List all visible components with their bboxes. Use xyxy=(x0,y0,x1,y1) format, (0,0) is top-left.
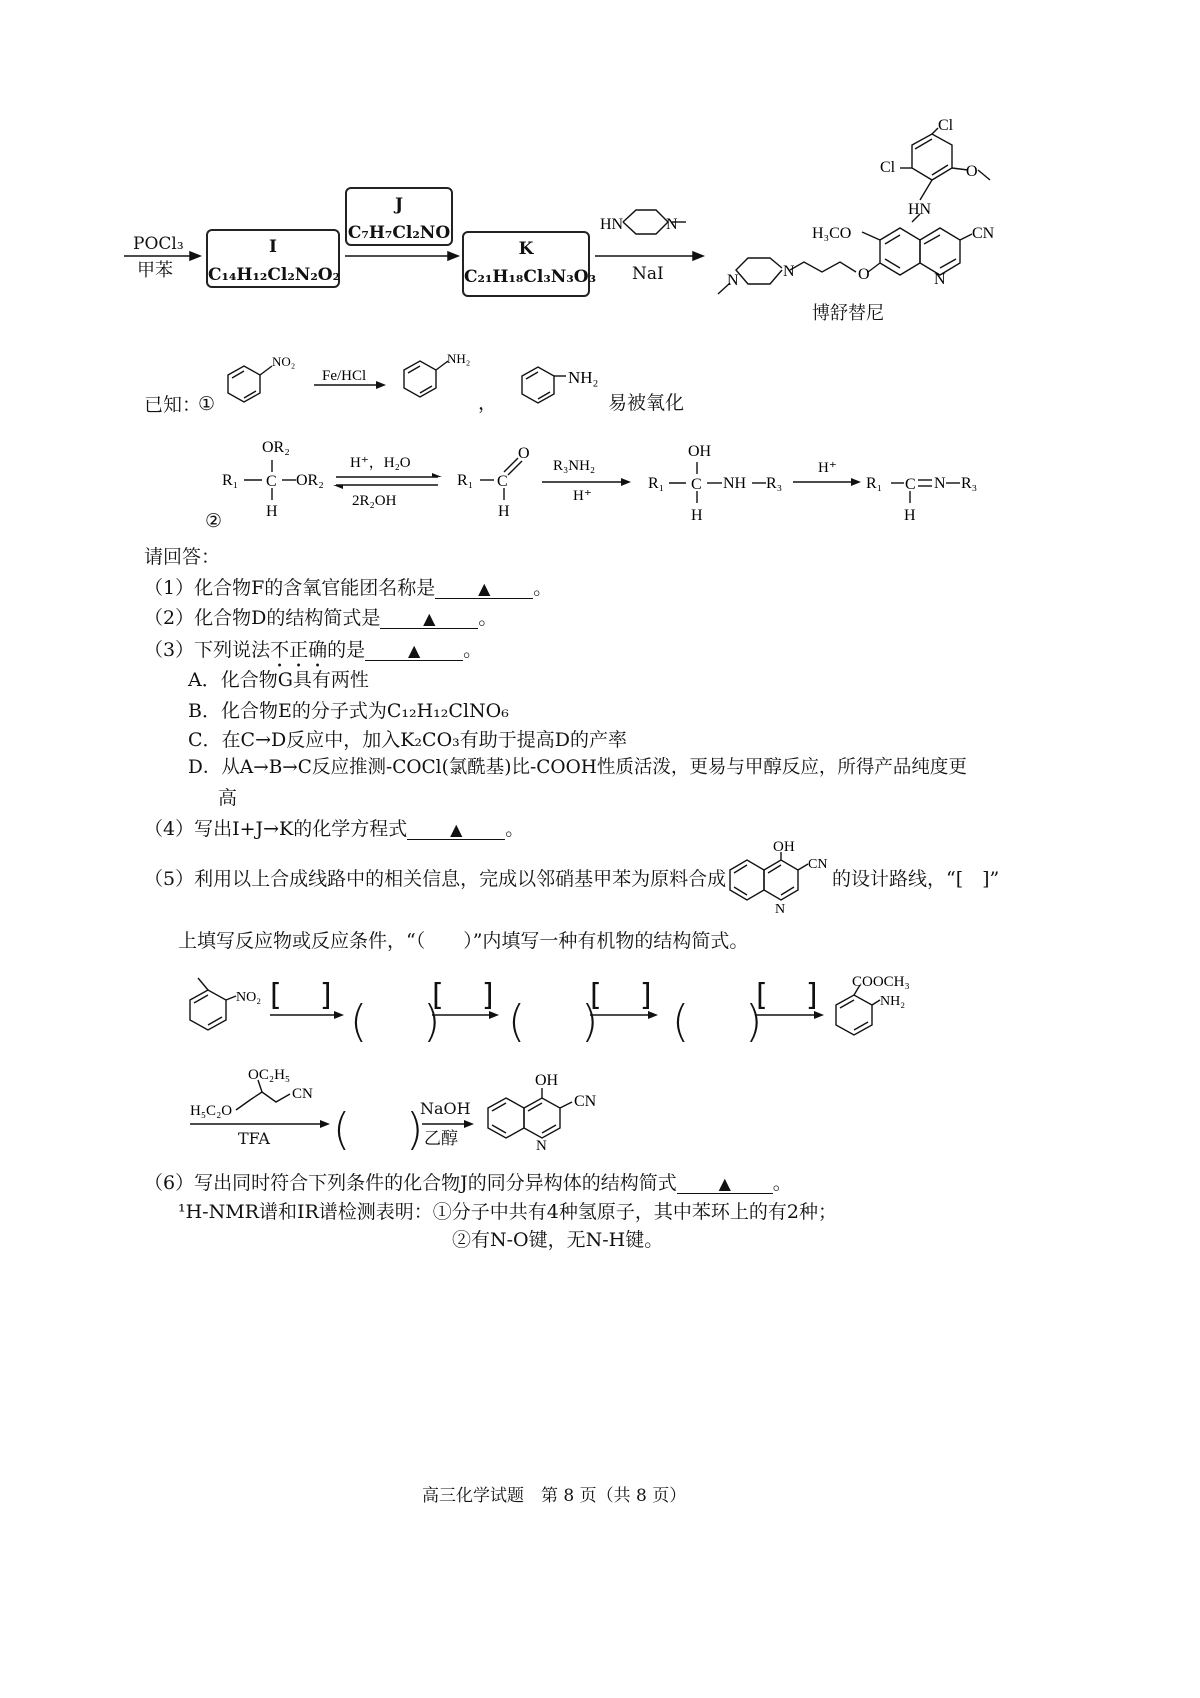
reagent2-h5c2o: H₅C₂O xyxy=(190,1103,233,1119)
reagent2-cn: CN xyxy=(292,1086,313,1102)
bosutinib-o2: O xyxy=(966,163,978,180)
known-circle2: ② xyxy=(205,510,223,532)
known-circle1: ① xyxy=(198,393,216,415)
imine-n: N xyxy=(934,475,946,492)
route-paren-1[interactable]: ( ) xyxy=(350,996,441,1047)
known2-amine-cond: H⁺ xyxy=(573,488,592,504)
known2-amine-reagent: R₃NH₂ xyxy=(553,458,596,474)
answer-prompt: 请回答： xyxy=(144,546,221,568)
bosutinib-cl2: Cl xyxy=(880,159,896,176)
option-c: C．在C→D反应中，加入K₂CO₃有助于提高D的产率 xyxy=(188,729,628,751)
question-6-cond2: ②有N-O键，无N-H键。 xyxy=(452,1229,664,1251)
answer-blank-2[interactable]: ▲ xyxy=(380,609,478,629)
option-b: B．化合物E的分子式为C₁₂H₁₂ClNO₆ xyxy=(188,700,509,722)
route-naoh: NaOH xyxy=(420,1099,471,1118)
bosutinib-hn: HN xyxy=(908,201,932,218)
final-cn: CN xyxy=(574,1093,597,1110)
hemiaminal-r1: R₁ xyxy=(648,475,665,492)
piperazine-hn: HN xyxy=(600,216,624,233)
imine-r3: R₃ xyxy=(961,475,978,492)
route-tfa: TFA xyxy=(238,1129,270,1148)
question-6: （6）写出同时符合下列条件的化合物J的同分异构体的结构简式 ▲ 。 xyxy=(144,1172,792,1194)
route-bracket-2[interactable]: [ ] xyxy=(432,978,494,1013)
bosutinib-n-ring: N xyxy=(934,271,946,288)
option-a: A．化合物G具有两性 xyxy=(188,669,369,691)
compound-i-formula: C₁₄H₁₂Cl₂N₂O₂ xyxy=(208,265,341,285)
q5-target-n: N xyxy=(775,902,786,917)
route-paren-4[interactable]: ( ) xyxy=(333,1104,424,1155)
compound-k-label: K xyxy=(518,239,534,259)
route-nh2: NH₂ xyxy=(880,994,906,1009)
final-n: N xyxy=(536,1138,547,1154)
known2-cond-down: 2R₂OH xyxy=(352,493,397,509)
known1-easily-oxidized: 易被氧化 xyxy=(608,392,685,414)
known-prefix: 已知： xyxy=(144,394,202,416)
aldehyde-c: C xyxy=(497,473,508,490)
answer-blank-4[interactable]: ▲ xyxy=(407,820,505,840)
known2-cond-up: H⁺，H₂O xyxy=(350,455,411,471)
route-cooch3: COOCH₃ xyxy=(852,974,910,990)
final-oh: OH xyxy=(535,1072,559,1089)
question-4: （4）写出I+J→K的化学方程式 ▲ 。 xyxy=(144,818,525,840)
bosutinib-cl1: Cl xyxy=(938,117,954,134)
imine-c: C xyxy=(905,476,916,493)
bosutinib-h3co: H₃CO xyxy=(812,225,852,242)
question-5-line2: 上填写反应物或反应条件，“（ ）”内填写一种有机物的结构简式。 xyxy=(178,930,749,952)
option-d-line1: D．从A→B→C反应推测-COCl(氯酰基)比-COOH性质活泼，更易与甲醇反应，所得产品纯度更 xyxy=(188,757,967,778)
reagent2-oc2h5: OC₂H₅ xyxy=(248,1067,291,1083)
route-no2: NO₂ xyxy=(236,990,262,1005)
route-bracket-1[interactable]: [ ] xyxy=(270,978,332,1013)
question-5-pre: （5）利用以上合成线路中的相关信息，完成以邻硝基甲苯为原料合成 xyxy=(144,868,727,890)
aldehyde-r1: R₁ xyxy=(457,472,474,489)
hemiaminal-oh: OH xyxy=(688,443,712,460)
answer-blank-3[interactable]: ▲ xyxy=(365,641,463,661)
question-5-post: 的设计路线，“[ ]” xyxy=(832,868,1000,890)
reagent-nai: NaI xyxy=(632,264,664,284)
route-bracket-4[interactable]: [ ] xyxy=(756,978,818,1013)
known1-no2: NO₂ xyxy=(272,354,296,369)
imine-r1: R₁ xyxy=(866,475,883,492)
answer-blank-6[interactable]: ▲ xyxy=(677,1174,773,1194)
compound-i-label: I xyxy=(269,237,277,257)
known1-fe-hcl: Fe/HCl xyxy=(322,368,367,384)
aldehyde-o: O xyxy=(518,445,530,462)
bosutinib-cn: CN xyxy=(972,225,995,242)
product-name: 博舒替尼 xyxy=(812,303,884,324)
compound-j-label: J xyxy=(394,195,404,215)
hemiaminal-nh: NH xyxy=(723,475,747,492)
question-1: （1）化合物F的含氧官能团名称是 ▲ 。 xyxy=(144,577,553,599)
imine-h: H xyxy=(904,507,916,524)
acetal-r1: R₁ xyxy=(222,472,239,489)
bosutinib-n1: N xyxy=(783,263,795,280)
reagent-pocl3: POCl₃ xyxy=(133,234,184,254)
bosutinib-o: O xyxy=(858,266,870,283)
q5-target-oh: OH xyxy=(773,839,795,855)
hemiaminal-h: H xyxy=(691,507,703,524)
answer-blank-1[interactable]: ▲ xyxy=(435,579,533,599)
question-2: （2）化合物D的结构简式是 ▲ 。 xyxy=(144,607,498,629)
page-footer: 高三化学试题 第 8 页（共 8 页） xyxy=(422,1486,687,1506)
piperazine-n: N xyxy=(666,216,678,233)
aldehyde-h: H xyxy=(498,503,510,520)
route-paren-2[interactable]: ( ) xyxy=(508,996,599,1047)
acetal-h: H xyxy=(266,503,278,520)
route-ethanol: 乙醇 xyxy=(424,1129,458,1149)
acetal-or2-top: OR₂ xyxy=(262,439,290,456)
hemiaminal-r3: R₃ xyxy=(766,475,783,492)
compound-j-formula: C₇H₇Cl₂NO xyxy=(347,223,451,243)
known1-comma: ， xyxy=(478,392,498,414)
compound-k-formula: C₂₁H₁₈Cl₃N₃O₃ xyxy=(464,267,597,287)
route-paren-3[interactable]: ( ) xyxy=(672,996,763,1047)
option-d-line2: 高 xyxy=(218,787,238,809)
known2-final-cond: H⁺ xyxy=(818,460,837,476)
hemiaminal-c: C xyxy=(691,476,702,493)
acetal-or2: OR₂ xyxy=(296,472,324,489)
q5-target-cn: CN xyxy=(808,857,828,872)
route-bracket-3[interactable]: [ ] xyxy=(590,978,652,1013)
solvent-toluene: 甲苯 xyxy=(137,260,173,281)
question-3: （3）下列说法不正确的是 ▲ 。 xyxy=(144,639,483,661)
bosutinib-n2: N xyxy=(727,272,739,289)
acetal-c: C xyxy=(266,473,277,490)
known1-nh2: NH₂ xyxy=(447,351,471,366)
question-6-cond1: ¹H-NMR谱和IR谱检测表明：①分子中共有4种氢原子，其中苯环上的有2种； xyxy=(178,1201,837,1223)
known1-nh2-b: NH₂ xyxy=(568,368,599,387)
